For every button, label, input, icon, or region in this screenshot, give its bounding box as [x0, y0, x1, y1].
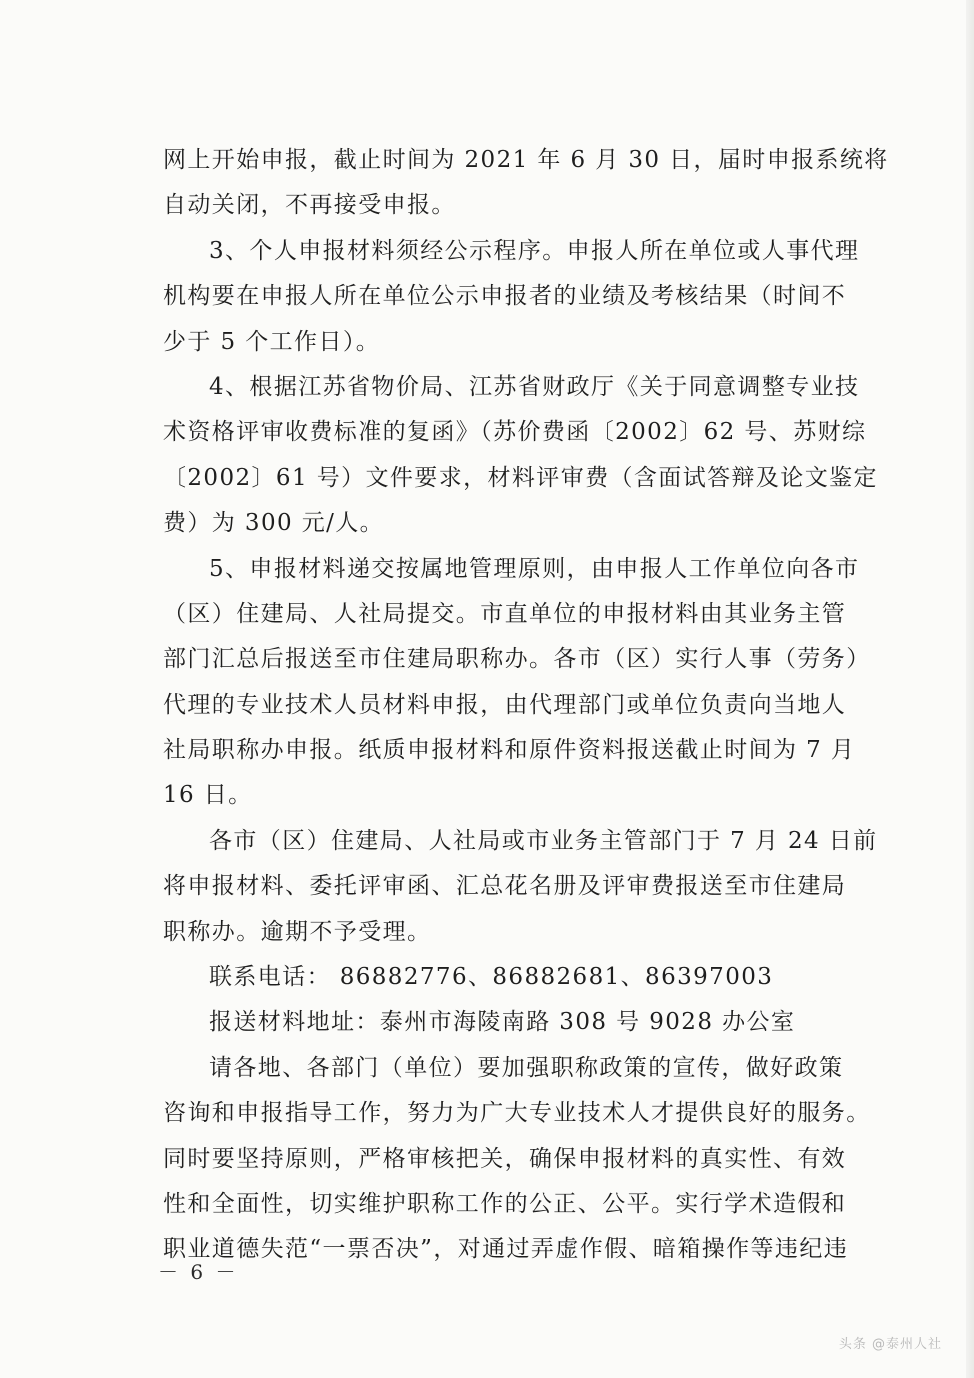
text-line: 机构要在申报人所在单位公示申报者的业绩及考核结果（时间不: [163, 283, 847, 310]
watermark: 头条 @泰州人社: [838, 1337, 942, 1352]
document-body: [163, 138, 889, 1273]
text-line: 〔2002〕61 号）文件要求，材料评审费（含面试答辩及论文鉴定: [163, 464, 878, 491]
text-line: 将申报材料、委托评审函、汇总花名册及评审费报送至市住建局: [163, 873, 847, 900]
text-line: 咨询和申报指导工作，努力为广大专业技术人才提供良好的服务。: [163, 1100, 871, 1127]
text-line: 请各地、各部门（单位）要加强职称政策的宣传，做好政策: [209, 1054, 844, 1081]
text-line: 代理的专业技术人员材料申报，由代理部门或单位负责向当地人: [163, 691, 847, 718]
text-line: 职业道德失范“一票否决”，对通过弄虚作假、暗箱操作等违纪违: [163, 1236, 849, 1263]
text-line: 性和全面性，切实维护职称工作的公正、公平。实行学术造假和: [163, 1190, 847, 1217]
text-line: 社局职称办申报。纸质申报材料和原件资料报送截止时间为 7 月: [163, 737, 856, 764]
text-line: 16 日。: [163, 782, 253, 809]
text-line: 各市（区）住建局、人社局或市业务主管部门于 7 月 24 日前: [209, 827, 878, 854]
text-line: 3、个人申报材料须经公示程序。申报人所在单位或人事代理: [209, 237, 860, 264]
text-line: 部门汇总后报送至市住建局职称办。各市（区）实行人事（劳务）: [163, 646, 871, 673]
text-line: （区）住建局、人社局提交。市直单位的申报材料由其业务主管: [163, 600, 847, 627]
text-line: 同时要坚持原则，严格审核把关，确保申报材料的真实性、有效: [163, 1145, 847, 1172]
text-line: 4、根据江苏省物价局、江苏省财政厅《关于同意调整专业技: [209, 373, 860, 400]
text-line: 费）为 300 元/人。: [163, 510, 385, 537]
text-line: 5、申报材料递交按属地管理原则，由申报人工作单位向各市: [209, 555, 860, 582]
text-line: 少于 5 个工作日）。: [163, 328, 381, 355]
text-line: 自动关闭，不再接受申报。: [163, 192, 456, 219]
contact-phone-line: 联系电话： 86882776、86882681、86397003: [209, 964, 774, 991]
page-number: － 6 －: [158, 1260, 239, 1284]
address-line: 报送材料地址：泰州市海陵南路 308 号 9028 办公室: [209, 1009, 796, 1036]
text-line: 职称办。逾期不予受理。: [163, 918, 432, 945]
scan-edge: [966, 0, 974, 1378]
text-line: 网上开始申报，截止时间为 2021 年 6 月 30 日，届时申报系统将: [163, 147, 889, 173]
text-line: 术资格评审收费标准的复函》（苏价费函〔2002〕62 号、苏财综: [163, 419, 867, 446]
